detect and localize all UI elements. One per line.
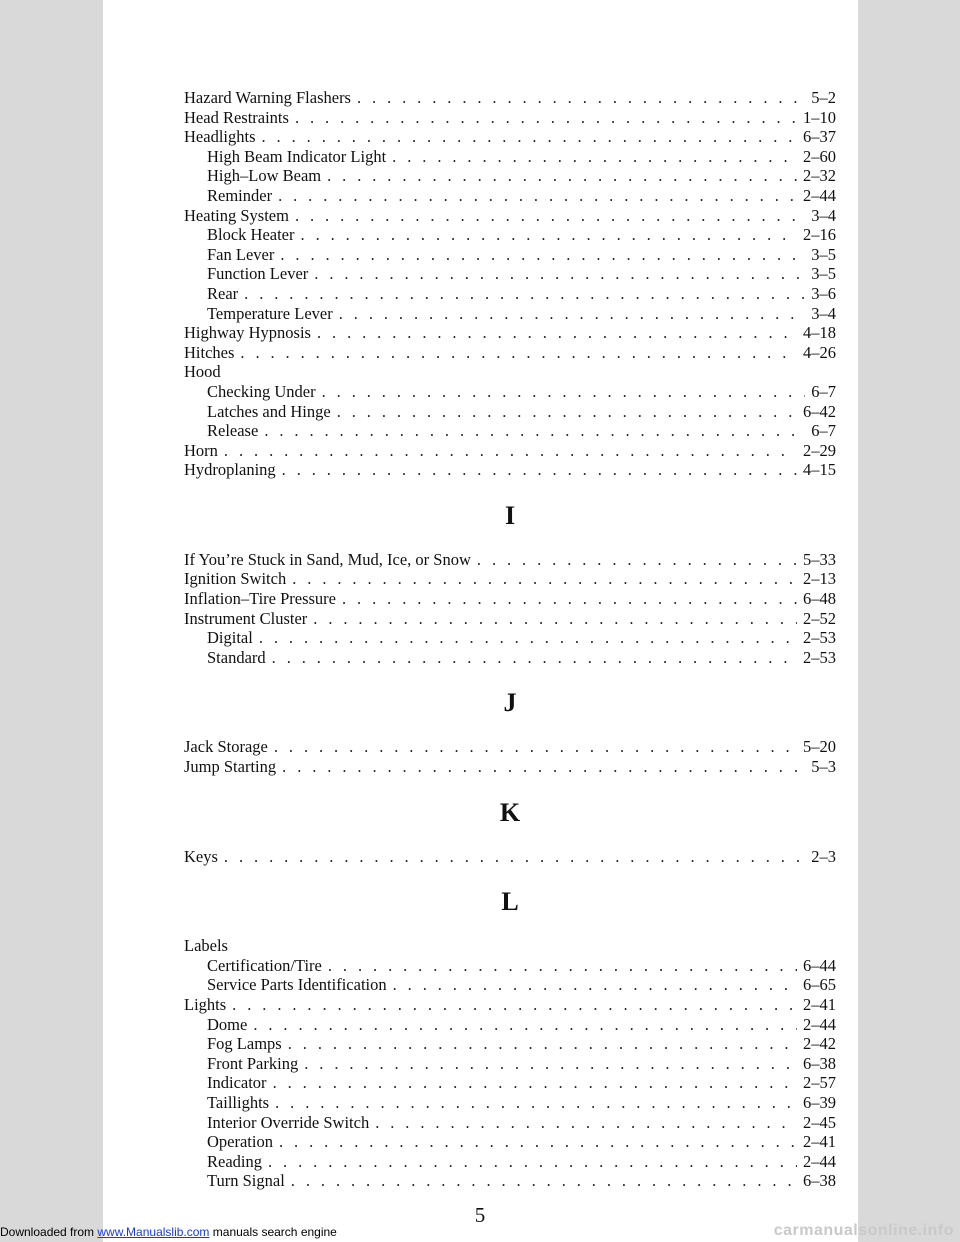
index-entry <box>184 441 836 461</box>
dot-leader <box>273 1073 797 1093</box>
dot-leader <box>322 382 806 402</box>
entry-label: Turn Signal <box>207 1171 285 1191</box>
index-entry <box>184 757 836 777</box>
dot-leader <box>259 628 797 648</box>
dot-leader <box>328 956 797 976</box>
dot-leader <box>232 995 797 1015</box>
dot-leader <box>304 1054 797 1074</box>
index-entry <box>184 1132 836 1152</box>
entry-label: Certification/Tire <box>207 955 322 975</box>
index-entry <box>184 1054 836 1074</box>
entry-page: 2–44 <box>803 1151 836 1171</box>
index-entry <box>184 956 836 976</box>
entry-label: Heating System <box>184 205 289 225</box>
dot-leader <box>313 609 797 629</box>
dot-leader <box>314 264 805 284</box>
entry-page: 3–4 <box>811 205 836 225</box>
entry-page: 2–44 <box>803 1014 836 1034</box>
entry-page: 6–37 <box>803 127 836 147</box>
dot-leader <box>278 186 797 206</box>
index-entry <box>184 1171 836 1191</box>
entry-page: 6–7 <box>811 421 836 441</box>
entry-label: Keys <box>184 846 218 866</box>
entry-page: 2–41 <box>803 1132 836 1152</box>
dot-leader <box>264 421 805 441</box>
index-entry <box>184 343 836 363</box>
entry-page: 4–15 <box>803 460 836 480</box>
entry-page: 3–5 <box>811 264 836 284</box>
entry-label: Dome <box>207 1014 248 1034</box>
page-number: 5 <box>474 1203 486 1227</box>
entry-label: Fog Lamps <box>207 1034 282 1054</box>
entry-label: Service Parts Identification <box>207 975 387 995</box>
download-footer <box>0 1225 337 1239</box>
index-entry <box>184 1152 836 1172</box>
entry-label: Latches and Hinge <box>207 401 331 421</box>
entry-label: Indicator <box>207 1073 267 1093</box>
dot-leader <box>268 1152 797 1172</box>
dot-leader <box>342 589 797 609</box>
entry-label: Reading <box>207 1151 262 1171</box>
entry-page: 2–57 <box>803 1073 836 1093</box>
entry-label: Head Restraints <box>184 107 289 127</box>
entry-label: Operation <box>207 1132 273 1152</box>
dot-leader <box>357 88 805 108</box>
index-entry <box>184 402 836 422</box>
dot-leader <box>244 284 805 304</box>
entry-label: Fan Lever <box>207 244 275 264</box>
index-entry <box>184 648 836 668</box>
entry-label: Rear <box>207 283 239 303</box>
entry-page: 6–65 <box>803 975 836 995</box>
entry-page: 2–41 <box>803 995 836 1014</box>
entry-page: 2–3 <box>811 846 836 866</box>
index-entry <box>184 264 836 284</box>
entry-page: 3–4 <box>811 303 836 323</box>
entry-label: Hydroplaning <box>184 460 276 480</box>
entry-label: Inflation–Tire Pressure <box>184 589 336 609</box>
index-entry <box>184 304 836 324</box>
entry-label: Hazard Warning Flashers <box>184 88 351 107</box>
dot-leader <box>317 323 797 343</box>
entry-page: 2–52 <box>803 608 836 628</box>
index-entry <box>184 628 836 648</box>
index-entry <box>184 382 836 402</box>
entry-label: Function Lever <box>207 264 309 284</box>
entry-page: 6–39 <box>803 1092 836 1112</box>
footer-suffix: manuals search engine <box>209 1225 337 1239</box>
dot-leader <box>279 1132 797 1152</box>
index-entry <box>184 609 836 629</box>
dot-leader <box>375 1113 797 1133</box>
dot-leader <box>224 847 805 867</box>
index-heading <box>184 936 836 956</box>
entry-label: Headlights <box>184 127 256 147</box>
entry-label: Jump Starting <box>184 757 277 777</box>
index-entry <box>184 1113 836 1133</box>
entry-page: 6–7 <box>811 381 836 401</box>
index-entry <box>184 186 836 206</box>
entry-page: 6–48 <box>803 589 836 609</box>
index-list <box>184 88 836 1191</box>
dot-leader <box>288 1034 797 1054</box>
index-entry <box>184 127 836 147</box>
dot-leader <box>282 757 805 777</box>
dot-leader <box>282 460 797 480</box>
index-entry <box>184 421 836 441</box>
entry-label: Reminder <box>207 185 273 205</box>
index-entry <box>184 88 836 108</box>
index-heading <box>184 362 836 382</box>
entry-page: 5–20 <box>803 737 836 757</box>
manualslib-link[interactable]: www.Manualslib.com <box>97 1225 210 1239</box>
entry-page: 6–38 <box>803 1053 836 1073</box>
entry-page: 4–18 <box>803 323 836 343</box>
section-letter: J <box>503 688 517 718</box>
entry-label: Checking Under <box>207 381 316 401</box>
index-entry <box>184 1015 836 1035</box>
index-entry <box>184 569 836 589</box>
dot-leader <box>337 402 797 422</box>
entry-label: Temperature Lever <box>207 303 333 323</box>
index-entry <box>184 1034 836 1054</box>
dot-leader <box>477 550 797 570</box>
entry-page: 1–10 <box>803 107 836 127</box>
entry-label: Hitches <box>184 342 235 362</box>
entry-label: Taillights <box>207 1092 270 1112</box>
entry-label: Digital <box>207 628 253 648</box>
dot-leader <box>327 166 797 186</box>
entry-label: Horn <box>184 440 218 460</box>
index-entry <box>184 1073 836 1093</box>
entry-page: 2–44 <box>803 185 836 205</box>
index-entry <box>184 166 836 186</box>
dot-leader <box>253 1015 797 1035</box>
dot-leader <box>275 1093 797 1113</box>
index-entry <box>184 589 836 609</box>
index-entry <box>184 995 836 1015</box>
entry-page: 6–38 <box>803 1171 836 1191</box>
section-letter: L <box>501 887 519 917</box>
section-letter: K <box>499 797 521 827</box>
index-entry <box>184 323 836 343</box>
entry-page: 2–29 <box>803 440 836 460</box>
entry-page: 3–5 <box>811 244 836 264</box>
entry-page: 5–3 <box>811 757 836 777</box>
entry-label: Instrument Cluster <box>184 608 308 628</box>
entry-page: 2–32 <box>803 166 836 186</box>
entry-page: 5–2 <box>811 88 836 107</box>
dot-leader <box>291 1171 797 1191</box>
entry-label: Jack Storage <box>184 737 268 757</box>
index-entry <box>184 206 836 226</box>
entry-page: 6–42 <box>803 401 836 421</box>
index-entry <box>184 975 836 995</box>
dot-leader <box>262 127 798 147</box>
entry-label: Front Parking <box>207 1053 299 1073</box>
dot-leader <box>224 441 797 461</box>
entry-page: 2–16 <box>803 225 836 245</box>
entry-label: If You’re Stuck in Sand, Mud, Ice, or Snow <box>184 549 471 569</box>
entry-label: High Beam Indicator Light <box>207 146 387 166</box>
entry-label: Block Heater <box>207 225 295 245</box>
index-entry <box>184 225 836 245</box>
entry-label: Interior Override Switch <box>207 1112 370 1132</box>
entry-label: Standard <box>207 647 266 667</box>
entry-page: 6–44 <box>803 955 836 975</box>
entry-page: 2–53 <box>803 647 836 667</box>
dot-leader <box>301 225 797 245</box>
entry-page: 4–26 <box>803 342 836 362</box>
index-entry <box>184 847 836 867</box>
dot-leader <box>339 304 806 324</box>
entry-page: 2–45 <box>803 1112 836 1132</box>
dot-leader <box>272 648 797 668</box>
entry-page: 5–33 <box>803 549 836 569</box>
entry-page: 2–13 <box>803 569 836 589</box>
entry-page: 3–6 <box>811 283 836 303</box>
entry-page: 2–60 <box>803 146 836 166</box>
dot-leader <box>274 737 797 757</box>
dot-leader <box>295 108 797 128</box>
entry-label: Lights <box>184 995 227 1014</box>
section-letter: I <box>504 500 516 530</box>
dot-leader <box>280 245 805 265</box>
index-entry <box>184 284 836 304</box>
entry-label: Release <box>207 421 259 441</box>
index-entry <box>184 1093 836 1113</box>
dot-leader <box>292 569 797 589</box>
index-entry <box>184 737 836 757</box>
entry-label: Hood <box>184 362 221 382</box>
index-entry <box>184 147 836 167</box>
dot-leader <box>295 206 805 226</box>
footer-prefix: Downloaded from <box>0 1225 98 1239</box>
entry-page: 2–53 <box>803 628 836 648</box>
index-entry <box>184 460 836 480</box>
index-entry <box>184 108 836 128</box>
entry-label: Ignition Switch <box>184 569 287 589</box>
watermark: carmanualsonline.info <box>773 1222 954 1239</box>
dot-leader <box>240 343 797 363</box>
index-entry <box>184 245 836 265</box>
entry-page: 2–42 <box>803 1034 836 1054</box>
dot-leader <box>393 975 797 995</box>
index-entry <box>184 550 836 570</box>
entry-label: Labels <box>184 936 228 956</box>
entry-label: High–Low Beam <box>207 166 322 186</box>
entry-label: Highway Hypnosis <box>184 323 311 343</box>
dot-leader <box>392 147 797 167</box>
